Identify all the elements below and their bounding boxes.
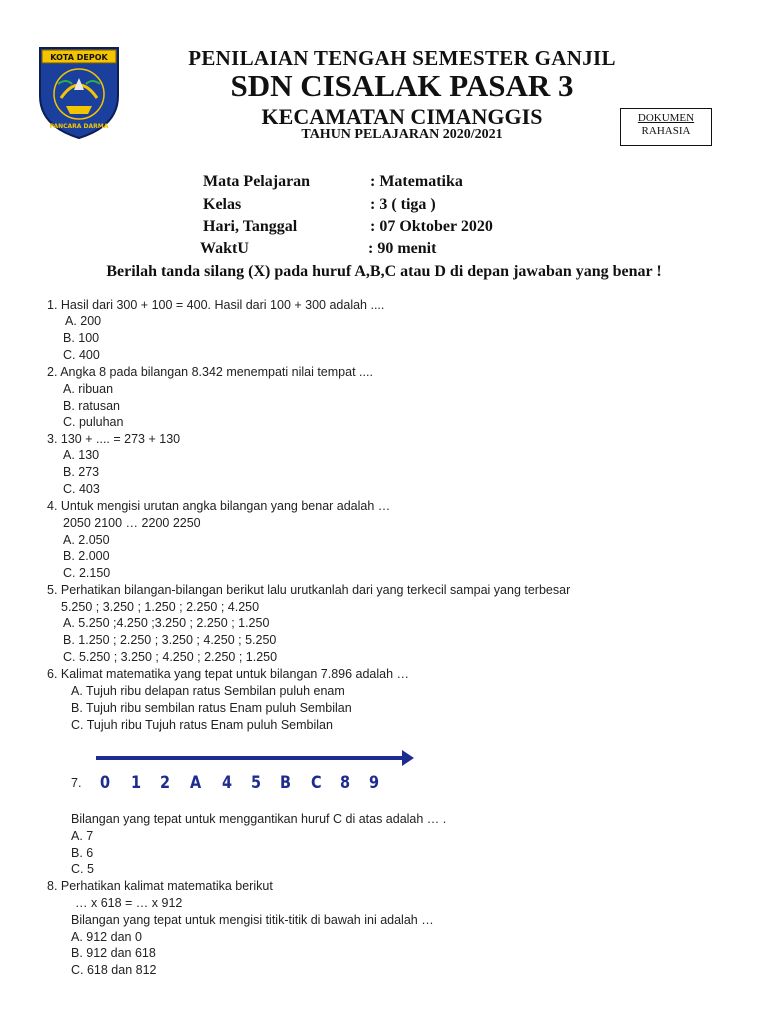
question-8: 8. Perhatikan kalimat matematika berikut xyxy=(47,879,273,893)
question-2: 2. Angka 8 pada bilangan 8.342 menempati nilai tempat .... xyxy=(47,365,373,379)
header-title-district: KECAMATAN CIMANGGIS xyxy=(261,104,543,129)
q8-option-b: B. 912 dan 618 xyxy=(71,946,156,960)
q5-option-a: A. 5.250 ;4.250 ;3.250 ; 2.250 ; 1.250 xyxy=(63,616,270,630)
number-line-label: 2 xyxy=(160,773,171,793)
q4-option-c: C. 2.150 xyxy=(63,566,111,580)
q2-option-a: A. ribuan xyxy=(63,382,114,396)
q7-option-a: A. 7 xyxy=(71,829,94,843)
q1-option-b: B. 100 xyxy=(63,331,100,345)
q5-number-list: 5.250 ; 3.250 ; 1.250 ; 2.250 ; 4.250 xyxy=(61,600,260,614)
info-value-time: : 90 menit xyxy=(368,240,437,257)
number-line-label: 4 xyxy=(222,773,233,793)
question-7: Bilangan yang tepat untuk menggantikan huruf C di atas adalah … . xyxy=(71,812,447,826)
number-line-label: 8 xyxy=(340,773,351,793)
q2-option-c: C. puluhan xyxy=(63,415,124,429)
q4-option-b: B. 2.000 xyxy=(63,549,110,563)
header-title-exam: PENILAIAN TENGAH SEMESTER GANJIL xyxy=(188,46,616,70)
number-line-label: C xyxy=(311,773,322,793)
logo-banner-text: KOTA DEPOK xyxy=(50,53,108,62)
header-title-school: SDN CISALAK PASAR 3 xyxy=(230,68,574,103)
info-value-class: : 3 ( tiga ) xyxy=(370,196,436,213)
info-label-time: WaktU xyxy=(200,240,249,257)
q8-prompt: Bilangan yang tepat untuk mengisi titik-titik di bawah ini adalah … xyxy=(71,913,434,927)
q7-option-c: C. 5 xyxy=(71,862,94,876)
q1-option-a: A. 200 xyxy=(65,314,102,328)
question-3: 3. 130 + .... = 273 + 130 xyxy=(47,432,181,446)
info-label-class: Kelas xyxy=(203,196,242,213)
number-line-label: 9 xyxy=(369,773,380,793)
q4-number-sequence: 2050 2100 … 2200 2250 xyxy=(63,516,201,530)
q8-option-a: A. 912 dan 0 xyxy=(71,930,142,944)
number-line-arrow xyxy=(96,748,416,768)
info-label-date: Hari, Tanggal xyxy=(203,218,298,235)
q8-equation: … x 618 = … x 912 xyxy=(75,896,183,910)
number-line-label: 1 xyxy=(131,773,142,793)
question-4: 4. Untuk mengisi urutan angka bilangan yang benar adalah … xyxy=(47,499,391,513)
q7-option-b: B. 6 xyxy=(71,846,94,860)
q6-option-c: C. Tujuh ribu Tujuh ratus Enam puluh Sembilan xyxy=(71,718,333,732)
info-label-subject: Mata Pelajaran xyxy=(203,173,311,190)
number-line-label: A xyxy=(190,773,202,793)
question-7-number: 7. xyxy=(71,776,82,790)
q1-option-c: C. 400 xyxy=(63,348,100,362)
q5-option-c: C. 5.250 ; 3.250 ; 4.250 ; 2.250 ; 1.250 xyxy=(63,650,278,664)
q3-option-b: B. 273 xyxy=(63,465,100,479)
number-line-label: 5 xyxy=(251,773,262,793)
doc-box-line1: DOKUMEN xyxy=(637,112,695,124)
header-school-year: TAHUN PELAJARAN 2020/2021 xyxy=(301,127,503,142)
number-line-label: B xyxy=(280,773,292,793)
confidential-document-box xyxy=(620,108,712,146)
q5-option-b: B. 1.250 ; 2.250 ; 3.250 ; 4.250 ; 5.250 xyxy=(63,633,277,647)
question-5: 5. Perhatikan bilangan-bilangan berikut lalu urutkanlah dari yang terkecil sampai yang terbesar xyxy=(47,583,571,597)
q6-option-a: A. Tujuh ribu delapan ratus Sembilan puluh enam xyxy=(71,684,345,698)
q8-option-c: C. 618 dan 812 xyxy=(71,963,157,977)
question-6: 6. Kalimat matematika yang tepat untuk bilangan 7.896 adalah … xyxy=(47,667,410,681)
doc-box-line2: RAHASIA xyxy=(641,125,691,137)
question-1: 1. Hasil dari 300 + 100 = 400. Hasil dari 100 + 300 adalah .... xyxy=(47,298,385,312)
logo-motto-text: PANCARA DARMA xyxy=(49,123,109,130)
q6-option-b: B. Tujuh ribu sembilan ratus Enam puluh Sembilan xyxy=(71,701,352,715)
instruction-text: Berilah tanda silang (X) pada huruf A,B,C atau D di depan jawaban yang benar ! xyxy=(106,263,662,280)
info-value-subject: : Matematika xyxy=(370,173,463,190)
number-line-label: 0 xyxy=(100,773,111,793)
q4-option-a: A. 2.050 xyxy=(63,533,110,547)
q3-option-a: A. 130 xyxy=(63,448,100,462)
q3-option-c: C. 403 xyxy=(63,482,100,496)
q2-option-b: B. ratusan xyxy=(63,399,120,413)
info-value-date: : 07 Oktober 2020 xyxy=(370,218,493,235)
